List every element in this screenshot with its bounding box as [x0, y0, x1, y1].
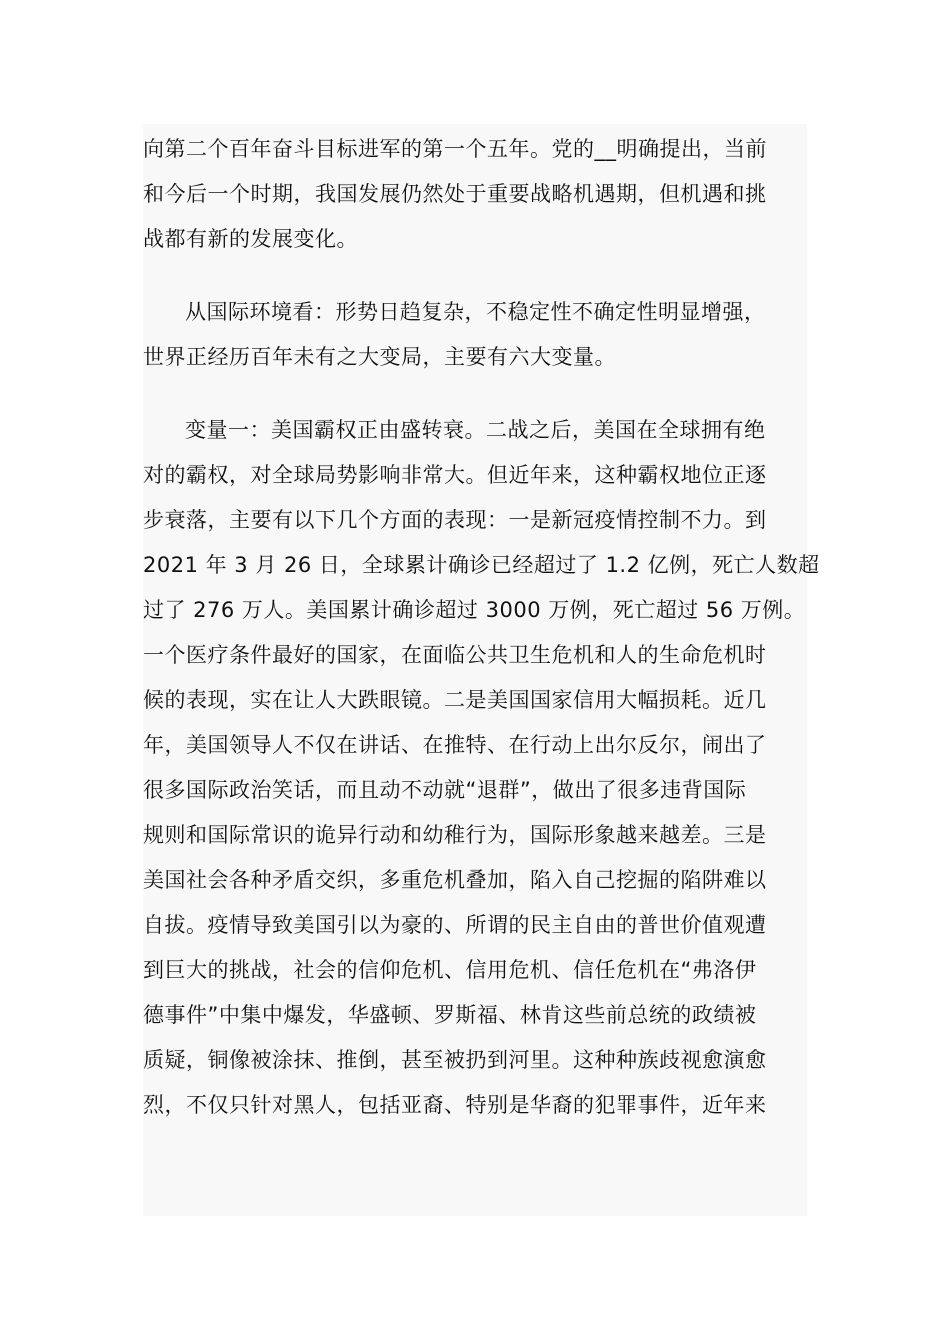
text-line: 烈，不仅只针对黑人，包括亚裔、特别是华裔的犯罪事件，近年来 [143, 1093, 767, 1117]
paragraph-gap [143, 380, 807, 408]
text-line: 世界正经历百年未有之大变局，主要有六大变量。 [143, 345, 616, 369]
document-body [143, 127, 820, 1128]
text-line: 美国社会各种矛盾交织，多重危机叠加，陷入自己挖掘的陷阱难以 [143, 868, 767, 892]
text-line: 自拔。疫情导致美国引以为豪的、所谓的民主自由的普世价值观遭 [143, 913, 767, 937]
text-line: 规则和国际常识的诡异行动和幼稚行为，国际形象越来越差。三是 [143, 823, 767, 847]
paragraph-3 [143, 408, 820, 1128]
text-line: 步衰落，主要有以下几个方面的表现：一是新冠疫情控制不力。到 [143, 508, 767, 532]
paragraph-2 [143, 290, 807, 380]
text-line: 到巨大的挑战，社会的信仰危机、信用危机、信任危机在“弗洛伊 [143, 958, 757, 982]
text-line: 和今后一个时期，我国发展仍然处于重要战略机遇期，但机遇和挑 [143, 182, 767, 206]
text-line: 向第二个百年奋斗目标进军的第一个五年。党的__明确提出，当前 [143, 137, 767, 161]
text-line: 候的表现，实在让人大跌眼镜。二是美国国家信用大幅损耗。近几 [143, 688, 767, 712]
text-line: 变量一：美国霸权正由盛转衰。二战之后，美国在全球拥有绝 [185, 418, 766, 442]
paragraph-1 [143, 127, 807, 262]
text-line: 质疑，铜像被涂抹、推倒，甚至被扔到河里。这种种族歧视愈演愈 [143, 1048, 767, 1072]
text-line: 从国际环境看：形势日趋复杂，不稳定性不确定性明显增强， [185, 300, 766, 324]
text-line: 过了 276 万人。美国累计确诊超过 3000 万例，死亡超过 56 万例。 [143, 598, 806, 622]
text-line: 年，美国领导人不仅在讲话、在推特、在行动上出尔反尔，闹出了 [143, 733, 767, 757]
text-line: 2021 年 3 月 26 日，全球累计确诊已经超过了 1.2 亿例，死亡人数超 [143, 553, 820, 577]
text-line: 一个医疗条件最好的国家，在面临公共卫生危机和人的生命危机时 [143, 643, 767, 667]
paragraph-gap [143, 262, 807, 290]
text-line: 战都有新的发展变化。 [143, 227, 358, 251]
text-line: 很多国际政治笑话，而且动不动就“退群”，做出了很多违背国际 [143, 778, 747, 802]
text-line: 对的霸权，对全球局势影响非常大。但近年来，这种霸权地位正逐 [143, 463, 767, 487]
text-line: 德事件”中集中爆发，华盛顿、罗斯福、林肯这些前总统的政绩被 [143, 1003, 757, 1027]
